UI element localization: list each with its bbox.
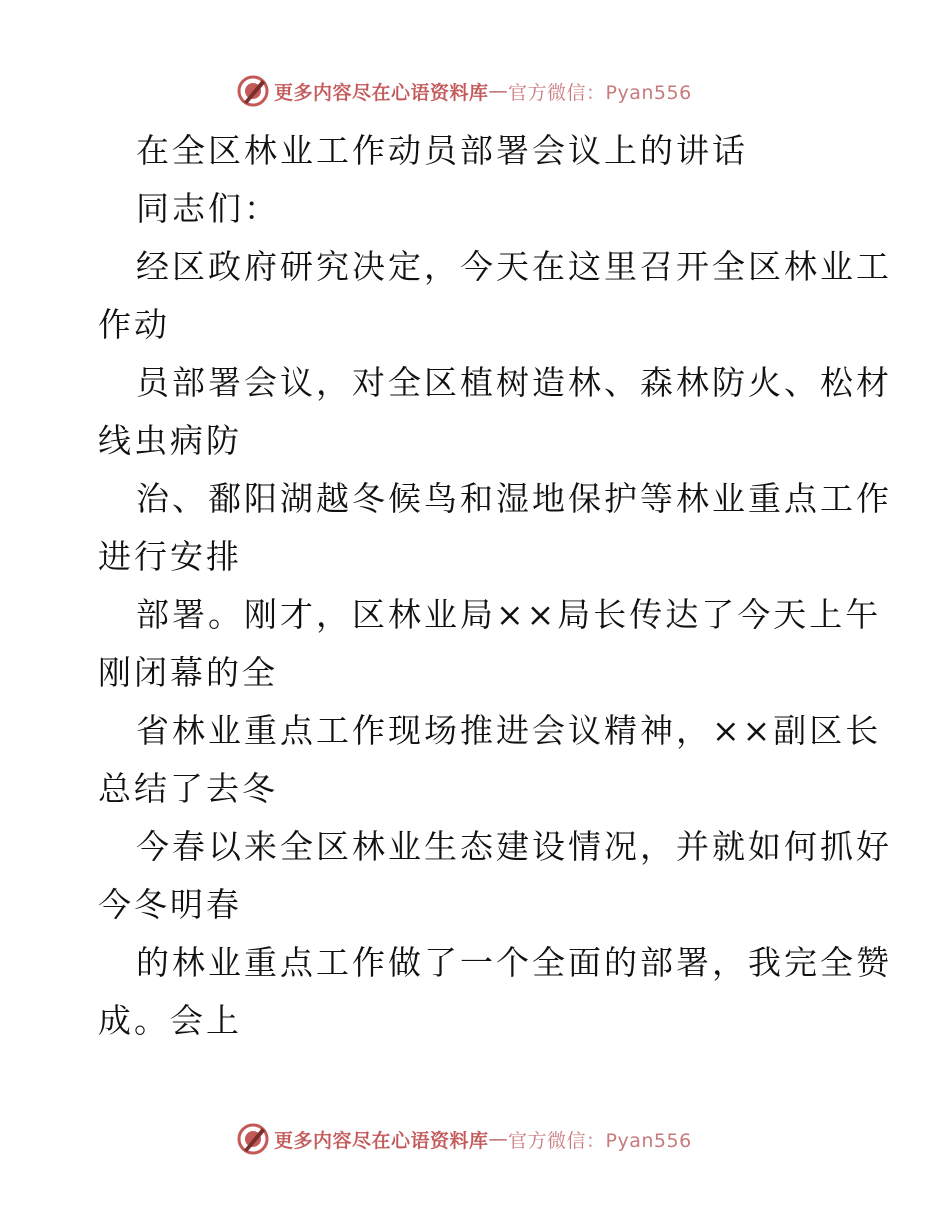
salutation: 同志们：	[136, 189, 280, 228]
quill-logo-icon	[236, 74, 270, 108]
watermark-dash: —	[488, 1128, 509, 1150]
paragraph-line: 省林业重点工作现场推进会议精神，××副区长	[136, 711, 882, 750]
paragraph-line: 刚闭幕的全	[98, 653, 278, 692]
paragraph-line: 治、鄱阳湖越冬候鸟和湿地保护等林业重点工作	[136, 479, 892, 518]
paragraph-line: 成。会上	[98, 1001, 242, 1040]
watermark-brand: 更多内容尽在心语资料库	[274, 81, 489, 104]
paragraph-line: 今春以来全区林业生态建设情况，并就如何抓好	[136, 827, 892, 866]
watermark-wechat: 官方微信：Pyan556	[508, 1129, 692, 1152]
watermark-dash: —	[488, 80, 509, 102]
paragraph-line: 线虫病防	[98, 421, 242, 460]
paragraph-line: 作动	[98, 305, 170, 344]
document-title: 在全区林业工作动员部署会议上的讲话	[136, 131, 748, 170]
paragraph-line: 总结了去冬	[98, 769, 278, 808]
paragraph-line: 部署。刚才，区林业局××局长传达了今天上午	[136, 595, 882, 634]
paragraph-line: 的林业重点工作做了一个全面的部署，我完全赞	[136, 943, 892, 982]
paragraph-line: 经区政府研究决定，今天在这里召开全区林业工	[136, 247, 892, 286]
watermark-footer	[236, 1121, 716, 1157]
watermark-header	[236, 73, 716, 109]
quill-logo-icon	[236, 1122, 270, 1156]
watermark-brand: 更多内容尽在心语资料库	[274, 1129, 489, 1152]
watermark-wechat: 官方微信：Pyan556	[508, 81, 692, 104]
paragraph-line: 进行安排	[98, 537, 242, 576]
paragraph-line: 员部署会议，对全区植树造林、森林防火、松材	[136, 363, 892, 402]
document-body	[98, 122, 892, 1050]
paragraph-line: 今冬明春	[98, 885, 242, 924]
